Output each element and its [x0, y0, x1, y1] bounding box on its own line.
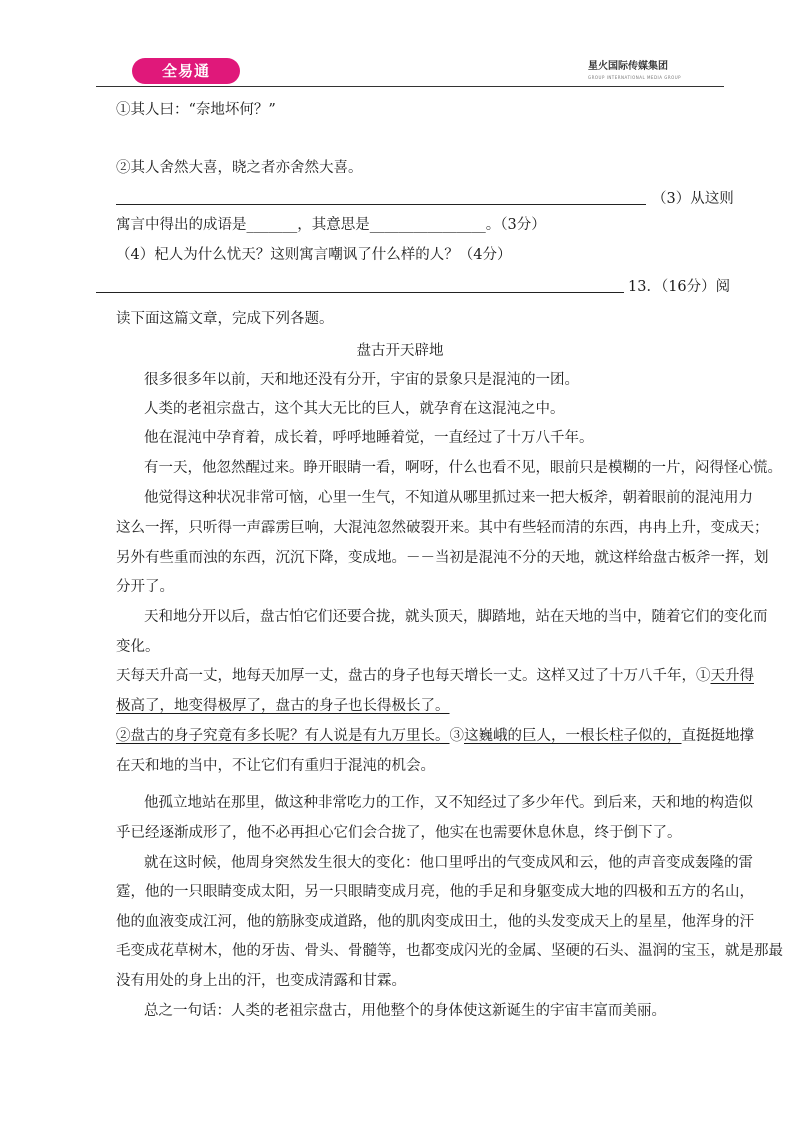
question-4-text: （4）杞人为什么忧天？这则寓言嘲讽了什么样的人？（4分） [116, 247, 512, 263]
article-paragraph-2: 人类的老祖宗盘古，这个其大无比的巨人，就孕育在这混沌之中。 [144, 401, 565, 417]
underlined-sentence-1-start: 天升得 [710, 668, 754, 684]
page-header [0, 0, 800, 90]
article-paragraph-11: 总之一句话：人类的老祖宗盘古，用他整个的身体使这新诞生的宇宙丰富而美丽。 [144, 1003, 666, 1019]
article-paragraph-5-line-1: 他觉得这种状况非常可恼，心里一生气，不知道从哪里抓过来一把大板斧，朝着眼前的混沌用力 [144, 490, 753, 506]
article-paragraph-7-line-1 [116, 666, 754, 686]
article-paragraph-10-line-1: 就在这时候，他周身突然发生很大的变化：他口里呼出的气变成风和云，他的声音变成轰隆的雷 [144, 855, 753, 871]
article-paragraph-8-line-1 [116, 726, 754, 746]
sentence-3-marker: ③ [449, 728, 464, 744]
article-paragraph-9-line-1: 他孤立地站在那里，做这种非常吃力的工作，又不知经过了多少年代。到后来，天和地的构造似 [144, 795, 753, 811]
article-paragraph-6-line-2: 变化。 [116, 639, 160, 655]
article-paragraph-10-line-4: 毛变成花草树木，他的牙齿、骨头、骨髓等，也都变成闪光的金属、坚硬的石头、温润的宝玉，就是那最 [116, 943, 783, 959]
question-item-2: ②其人舍然大喜，晓之者亦舍然大喜。 [116, 160, 363, 176]
article-paragraph-9-line-2: 乎已经逐渐成形了，他不必再担心它们会合拢了，他实在也需要休息休息，终于倒下了。 [116, 825, 682, 841]
article-title: 盘古开天辟地 [356, 343, 444, 359]
question-3-prefix: （3）从这则 [652, 191, 734, 207]
publisher-name: 星火国际传媒集团 [588, 61, 668, 72]
article-paragraph-8-line-2: 在天和地的当中，不让它们有重归于混沌的机会。 [116, 758, 435, 774]
question-item-1: ①其人曰：“奈地坏何？” [116, 102, 276, 118]
article-paragraph-5-line-2: 这么一挥，只听得一声霹雳巨响，大混沌忽然破裂开来。其中有些轻而清的东西，冉冉上升，变成天； [116, 520, 769, 536]
answer-line-2[interactable] [96, 292, 624, 293]
article-paragraph-1: 很多很多年以前，天和地还没有分开，宇宙的景象只是混沌的一团。 [144, 372, 579, 388]
article-paragraph-5-line-4: 分开了。 [116, 579, 174, 595]
article-paragraph-6-line-1: 天和地分开以后，盘古怕它们还要合拢，就头顶天，脚踏地，站在天地的当中，随着它们的变化而 [144, 609, 768, 625]
article-paragraph-3: 他在混沌中孕育着，成长着，呼呼地睡着觉，一直经过了十万八千年。 [144, 430, 594, 446]
logo-text: 全易通 [161, 62, 210, 80]
article-paragraph-10-line-3: 他的血液变成江河，他的筋脉变成道路，他的肌肉变成田土，他的头发变成天上的星星，他浑身的汗 [116, 914, 754, 930]
article-paragraph-10-line-5: 没有用处的身上出的汗，也变成清露和甘霖。 [116, 973, 406, 989]
header-divider [96, 86, 724, 87]
question-3-text: 寓言中得出的成语是_______，其意思是________________。（3分） [116, 217, 546, 233]
underlined-sentence-3: 这巍峨的巨人，一根长柱子似的， [464, 728, 682, 744]
article-paragraph-5-line-3: 另外有些重而浊的东西，沉沉下降，变成地。－－当初是混沌不分的天地，就这样给盘古板斧一挥，划 [116, 550, 769, 566]
brand-logo [132, 58, 240, 84]
underlined-sentence-1-end: 极高了，地变得极厚了，盘古的身子也长得极长了。 [116, 698, 450, 714]
article-paragraph-7-line-2 [116, 696, 450, 716]
article-paragraph-4: 有一天，他忽然醒过来。睁开眼睛一看，啊呀，什么也看不见，眼前只是模糊的一片，闷得怪心慌。 [144, 460, 782, 476]
answer-line-1[interactable] [116, 204, 646, 205]
article-paragraph-8-text: 直挺挺地撑 [681, 728, 754, 744]
publisher-subtitle: GROUP INTERNATIONAL MEDIA GROUP [588, 75, 682, 80]
question-13-text: 读下面这篇文章，完成下列各题。 [116, 311, 334, 327]
article-paragraph-7-text: 天每天升高一丈，地每天加厚一丈，盘古的身子也每天增长一丈。这样又过了十万八千年，① [116, 668, 711, 684]
article-paragraph-10-line-2: 霆，他的一只眼睛变成太阳，另一只眼睛变成月亮，他的手足和身躯变成大地的四极和五方的名山， [116, 884, 754, 900]
question-13-prefix: 13．（16分）阅 [628, 279, 731, 295]
underlined-sentence-2: ②盘古的身子究竟有多长呢？有人说是有九万里长。 [116, 728, 450, 744]
